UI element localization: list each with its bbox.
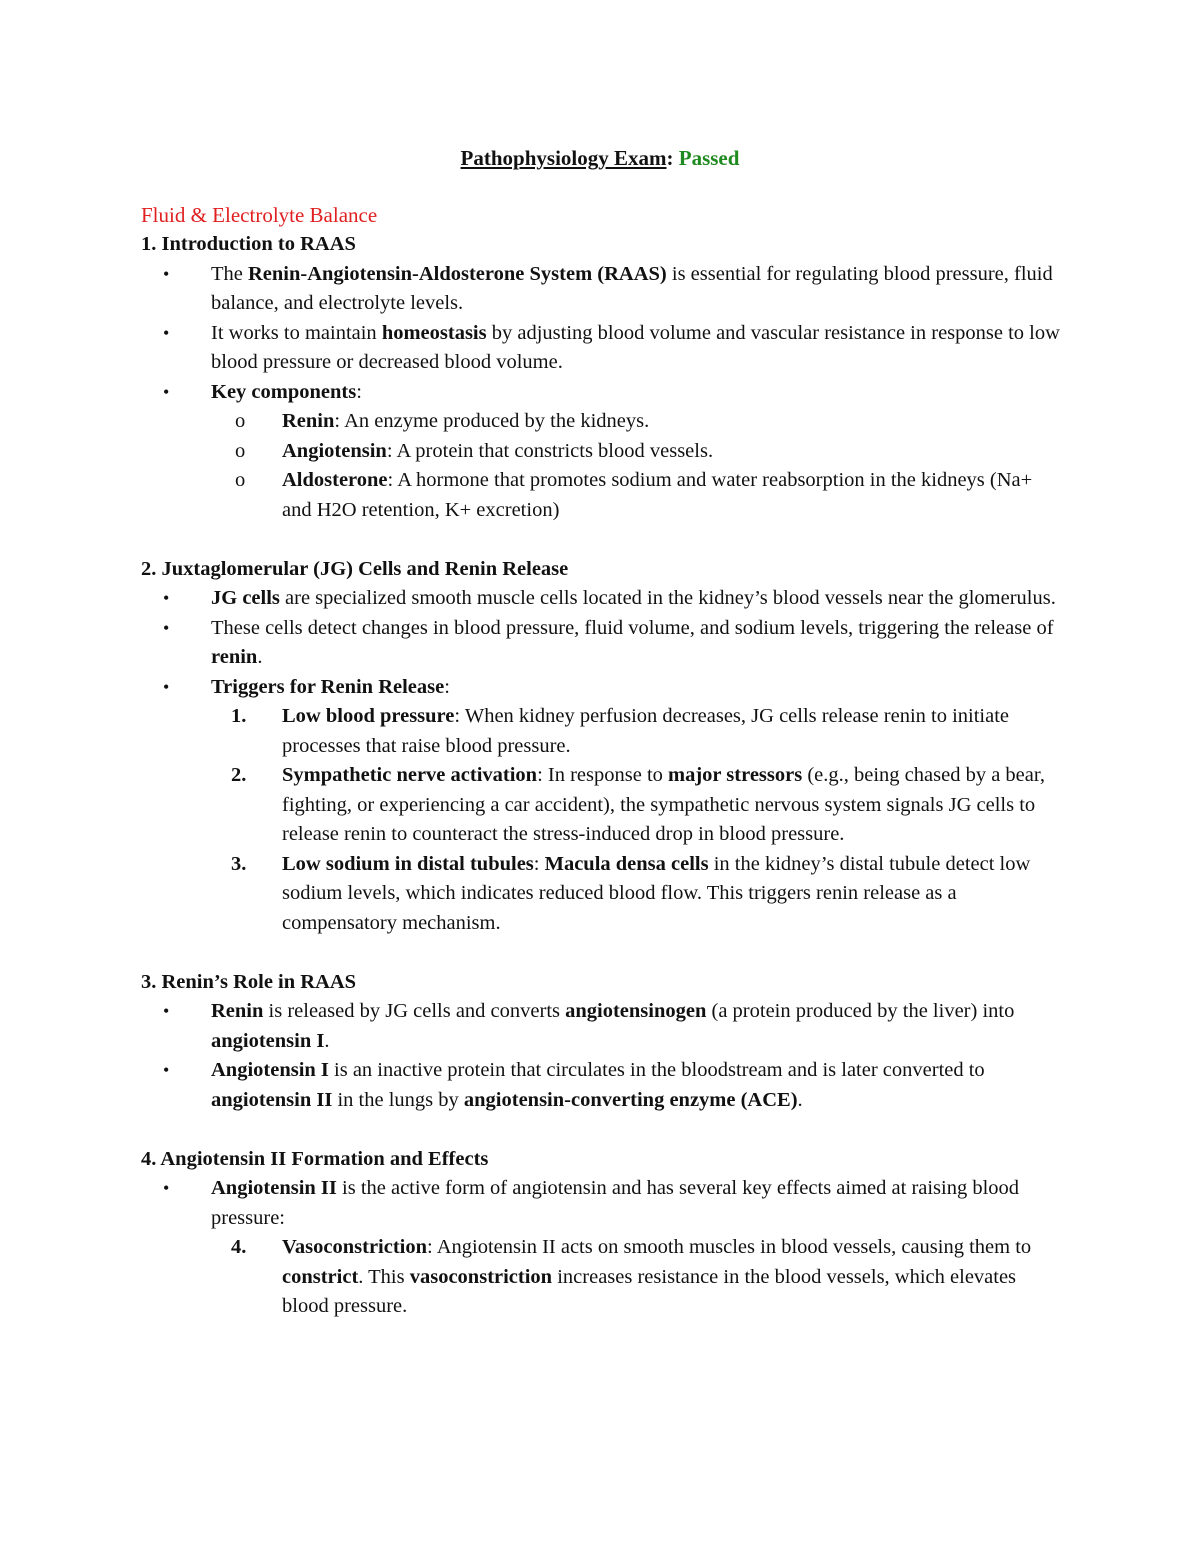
numbered-item: 1. Low blood pressure: When kidney perfusion decreases, JG cells release renin to initiate processes that raise blood pressure.	[141, 702, 1066, 761]
status-passed: Passed	[678, 146, 740, 170]
bullet-item: • JG cells are specialized smooth muscle cells located in the kidney’s blood vessels near the glomerulus.	[141, 584, 1066, 614]
title-colon: :	[666, 146, 674, 170]
bullet-icon: •	[163, 617, 170, 638]
bullet-item: • The Renin-Angiotensin-Aldosterone System (RAAS) is essential for regulating blood pressure, fluid balance, and electrolyte levels.	[141, 260, 1066, 319]
sub-item: o Aldosterone: A hormone that promotes sodium and water reabsorption in the kidneys (Na+ and H2O retention, K+ excretion)	[141, 466, 1066, 525]
document-content	[141, 230, 1066, 1322]
bullet-icon: •	[163, 1001, 170, 1021]
bullet-item: • These cells detect changes in blood pressure, fluid volume, and sodium levels, triggering the release of renin.	[141, 614, 1066, 673]
item-number: 1.	[231, 705, 247, 727]
section-introduction-raas	[141, 230, 1066, 525]
bullet-icon: •	[163, 676, 170, 697]
exam-title: Pathophysiology Exam	[460, 146, 667, 170]
circle-bullet-icon: o	[235, 439, 246, 462]
bullet-icon: •	[163, 322, 170, 343]
item-number: 3.	[231, 852, 247, 875]
sub-item: o Angiotensin: A protein that constricts blood vessels.	[141, 437, 1066, 467]
bullet-item: • Angiotensin II is the active form of angiotensin and has several key effects aimed at raising blood pressure:	[141, 1174, 1066, 1233]
section-title: 2. Juxtaglomerular (JG) Cells and Renin Release	[141, 557, 569, 580]
bullet-item: • It works to maintain homeostasis by adjusting blood volume and vascular resistance in response to low blood pressure or decreased blood volume.	[141, 319, 1066, 378]
numbered-item: 2. Sympathetic nerve activation: In response to major stressors (e.g., being chased by a bear, fighting, or experiencing a car accident), the sympathetic nervous system signals JG cells to release renin to counteract the stress-induced drop in blood pressure.	[141, 761, 1066, 850]
page-title	[0, 144, 1200, 172]
section-renin-role	[141, 968, 1066, 1116]
section-jg-cells	[141, 555, 1066, 939]
category-heading: Fluid & Electrolyte Balance	[141, 203, 378, 227]
spacer	[141, 525, 1066, 555]
bullet-icon: •	[163, 1060, 170, 1080]
bullet-icon: •	[163, 381, 170, 402]
numbered-item: 4. Vasoconstriction: Angiotensin II acts on smooth muscles in blood vessels, causing them to constrict. This vasoconstriction increases resistance in the blood vessels, which elevates blood pressure.	[141, 1233, 1066, 1322]
section-title: 4. Angiotensin II Formation and Effects	[141, 1147, 489, 1170]
numbered-item: 3. Low sodium in distal tubules: Macula densa cells in the kidney’s distal tubule detect low sodium levels, which indicates reduced blood flow. This triggers renin release as a compensatory mechanism.	[141, 850, 1066, 939]
sub-item: o Renin: An enzyme produced by the kidneys.	[141, 407, 1066, 437]
section-angiotensin-ii	[141, 1145, 1066, 1322]
circle-bullet-icon: o	[235, 410, 246, 432]
bullet-icon: •	[163, 1178, 170, 1198]
bullet-item: • Key components:	[141, 378, 1066, 408]
circle-bullet-icon: o	[235, 469, 246, 491]
spacer	[141, 938, 1066, 968]
section-title: 1. Introduction to RAAS	[141, 233, 356, 255]
item-number: 2.	[231, 764, 247, 786]
bullet-icon: •	[163, 263, 170, 284]
bullet-item: • Triggers for Renin Release:	[141, 673, 1066, 703]
bullet-icon: •	[163, 588, 170, 608]
item-number: 4.	[231, 1236, 247, 1258]
bullet-item: • Angiotensin I is an inactive protein that circulates in the bloodstream and is later converted to angiotensin II in the lungs by angiotensin-converting enzyme (ACE).	[141, 1056, 1066, 1115]
bullet-item: • Renin is released by JG cells and converts angiotensinogen (a protein produced by the liver) into angiotensin I.	[141, 997, 1066, 1056]
section-title: 3. Renin’s Role in RAAS	[141, 970, 357, 993]
spacer	[141, 1115, 1066, 1145]
